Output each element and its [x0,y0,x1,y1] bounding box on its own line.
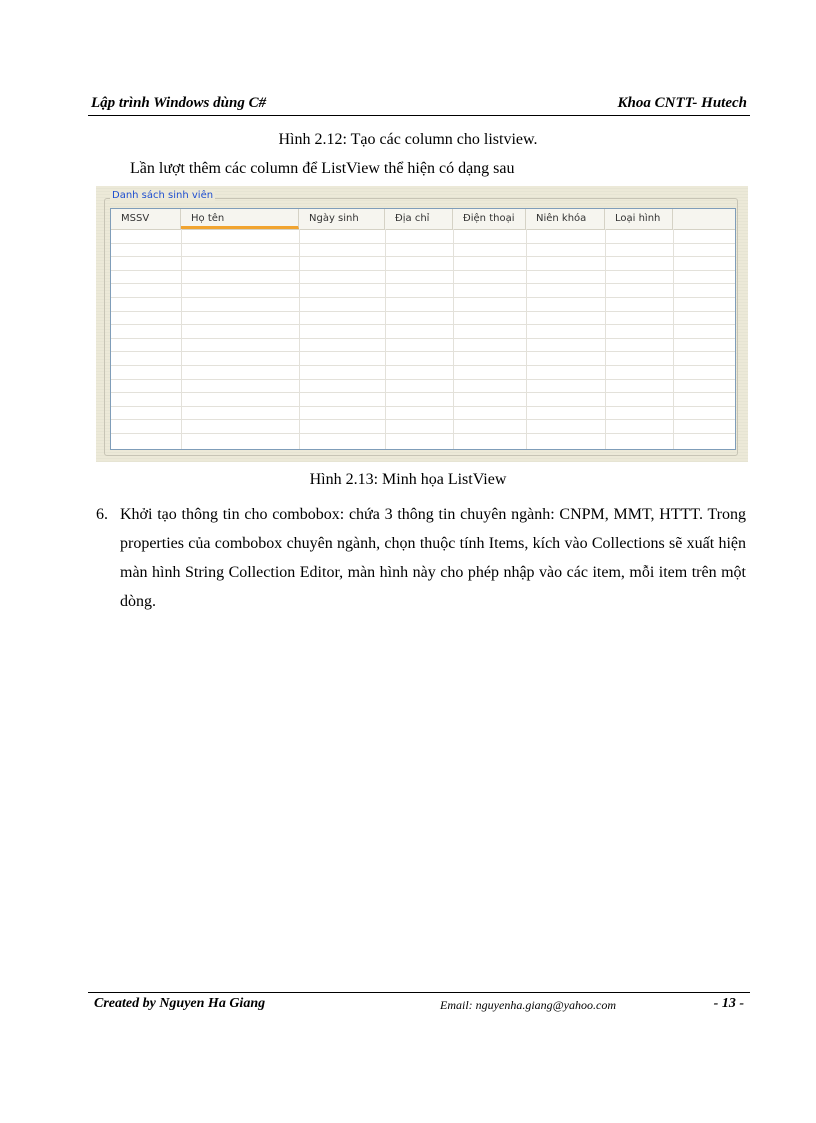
grid-column-line [526,229,527,449]
grid-row-line [111,270,735,271]
page-header [88,95,750,116]
grid-row-line [111,338,735,339]
grid-row-line [111,379,735,380]
groupbox-title: Danh sách sinh viên [112,190,214,201]
item-text: Khởi tạo thông tin cho combobox: chứa 3 thông tin chuyên ngành: CNPM, MMT, HTTT. Trong properties của combobox chuyên ngành, chọn thuộc tính Items, kích vào Collections sẽ xuất hiện màn hình String Collection Editor, màn hình này cho phép nhập vào các item, mỗi item trên một dòng. [120,506,746,610]
grid-column-line [385,229,386,449]
column-header-dien-thoai[interactable]: Điện thoại [453,209,526,229]
footer-author: Created by Nguyen Ha Giang [94,996,266,1011]
grid-column-line [181,229,182,449]
student-listview[interactable] [110,208,736,450]
grid-row-line [111,283,735,284]
grid-column-line [453,229,454,449]
grid-column-line [299,229,300,449]
grid-row-line [111,365,735,366]
grid-row-line [111,419,735,420]
grid-column-line [605,229,606,449]
header-course-title: Lập trình Windows dùng C# [91,95,267,111]
column-header-ngay-sinh[interactable]: Ngày sinh [299,209,385,229]
grid-row-line [111,406,735,407]
item-number: 6. [96,506,108,523]
intro-paragraph: Lần lượt thêm các column để ListView thể hiện có dạng sau [130,160,515,177]
grid-row-line [111,297,735,298]
listview-screenshot [96,186,748,462]
listview-header [111,209,735,230]
grid-row-line [111,256,735,257]
footer-email: Email: nguyenha.giang@yahoo.com [440,998,617,1012]
column-header-loai-hinh[interactable]: Loại hình [605,209,673,229]
grid-row-line [111,392,735,393]
column-header-ho-ten[interactable]: Họ tên [181,209,299,229]
figure-caption-2-12: Hình 2.12: Tạo các column cho listview. [278,131,538,148]
grid-row-line [111,324,735,325]
column-header-mssv[interactable]: MSSV [111,209,181,229]
grid-row-line [111,243,735,244]
grid-row-line [111,351,735,352]
header-faculty: Khoa CNTT- Hutech [617,95,747,111]
column-header-nien-khoa[interactable]: Niên khóa [526,209,605,229]
page-number: - 13 - [713,996,744,1011]
column-header-dia-chi[interactable]: Địa chỉ [385,209,453,229]
grid-row-line [111,311,735,312]
grid-row-line [111,433,735,434]
figure-caption-2-13: Hình 2.13: Minh họa ListView [309,471,507,488]
grid-column-line [673,229,674,449]
page-footer [88,992,750,1015]
